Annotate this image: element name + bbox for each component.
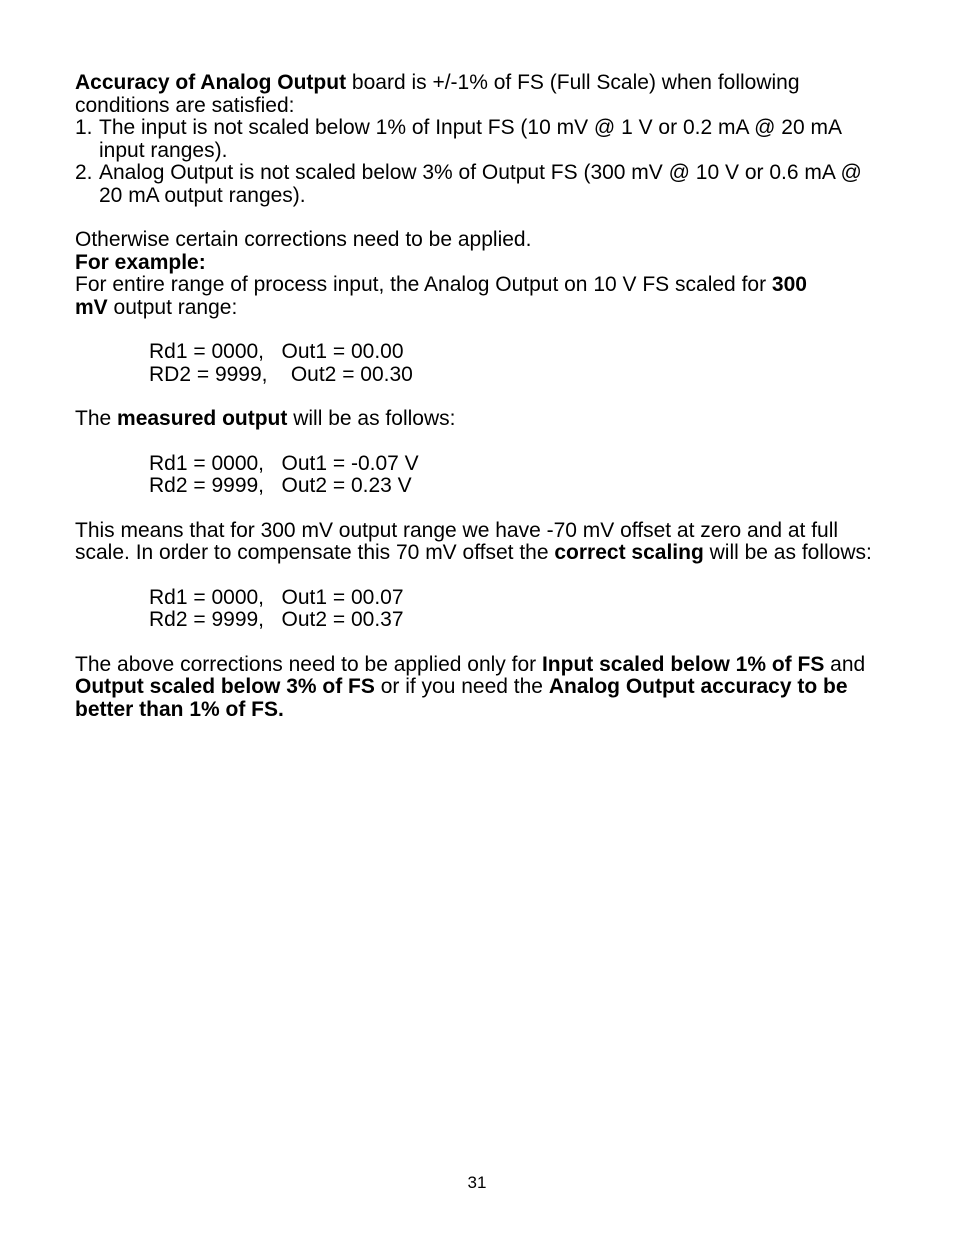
scaling-correct-block: [75, 587, 885, 632]
intro-title: Accuracy of Analog Output: [75, 71, 347, 94]
closing-paragraph: [75, 654, 885, 722]
spacer: [75, 498, 885, 520]
list-text: The input is not scaled below 1% of Input FS (10 mV @ 1 V or 0.2 mA @ 20 mA input ranges).: [99, 116, 841, 162]
meaning-paragraph: [75, 520, 885, 565]
page-number: 31: [467, 1173, 487, 1192]
example-heading-text: For example:: [75, 250, 206, 274]
measured-post: will be as follows:: [287, 407, 456, 430]
list-item: [75, 117, 885, 162]
scaling-line: Rd1 = 0000, Out1 = 00.07: [149, 585, 404, 609]
spacer: [75, 431, 885, 453]
example-text-after: output range:: [107, 295, 238, 319]
scaling-measured-block: [75, 453, 885, 498]
scaling-line: Rd2 = 9999, Out2 = 0.23 V: [149, 474, 412, 497]
page-content: [75, 72, 885, 721]
measured-pre: The: [75, 407, 118, 430]
scaling-line: Rd2 = 9999, Out2 = 00.37: [149, 608, 404, 631]
scaling-initial-block: [75, 341, 885, 386]
intro-text: board is +/-1% of FS (Full Scale) when following conditions are satisfied:: [75, 71, 800, 117]
spacer: [75, 207, 885, 229]
meaning-pre: This means that for 300 mV output range we have -70 mV offset at zero and at full scale. In order to compensate this 70 mV offset the: [75, 518, 839, 564]
list-number: 2.: [75, 161, 93, 184]
meaning-bold: correct scaling: [554, 541, 704, 564]
spacer: [75, 632, 885, 654]
scaling-line: Rd1 = 0000, Out1 = 00.00: [149, 340, 404, 363]
list-item: [75, 162, 885, 207]
spacer: [75, 386, 885, 408]
list-number: 1.: [75, 116, 93, 139]
example-bold: 300 mV: [75, 273, 807, 319]
example-heading: [75, 252, 885, 275]
scaling-line: Rd1 = 0000, Out1 = -0.07 V: [149, 451, 419, 475]
measured-paragraph: [75, 408, 885, 431]
closing-bold-output: Output scaled below 3% of FS: [75, 675, 375, 698]
example-paragraph: [75, 274, 835, 319]
intro-paragraph: [75, 72, 885, 117]
scaling-line: RD2 = 9999, Out2 = 00.30: [149, 362, 413, 386]
spacer: [75, 319, 885, 341]
closing-bold-accuracy: Analog Output accuracy to be better than 1% of FS.: [75, 675, 848, 721]
closing-mid2: or if you need the: [374, 675, 549, 698]
spacer: [75, 565, 885, 587]
closing-mid1: and: [824, 652, 866, 676]
measured-bold: measured output: [117, 407, 288, 430]
meaning-post: will be as follows:: [703, 541, 872, 564]
otherwise-paragraph: Otherwise certain corrections need to be applied.: [75, 228, 532, 251]
example-text: For entire range of process input, the Analog Output on 10 V FS scaled for: [75, 273, 767, 296]
list-text: Analog Output is not scaled below 3% of Output FS (300 mV @ 10 V or 0.6 mA @ 20 mA output ranges).: [99, 161, 862, 207]
closing-bold-input: Input scaled below 1% of FS: [541, 652, 825, 676]
conditions-list: [75, 117, 885, 207]
closing-pre: The above corrections need to be applied only for: [75, 652, 542, 676]
